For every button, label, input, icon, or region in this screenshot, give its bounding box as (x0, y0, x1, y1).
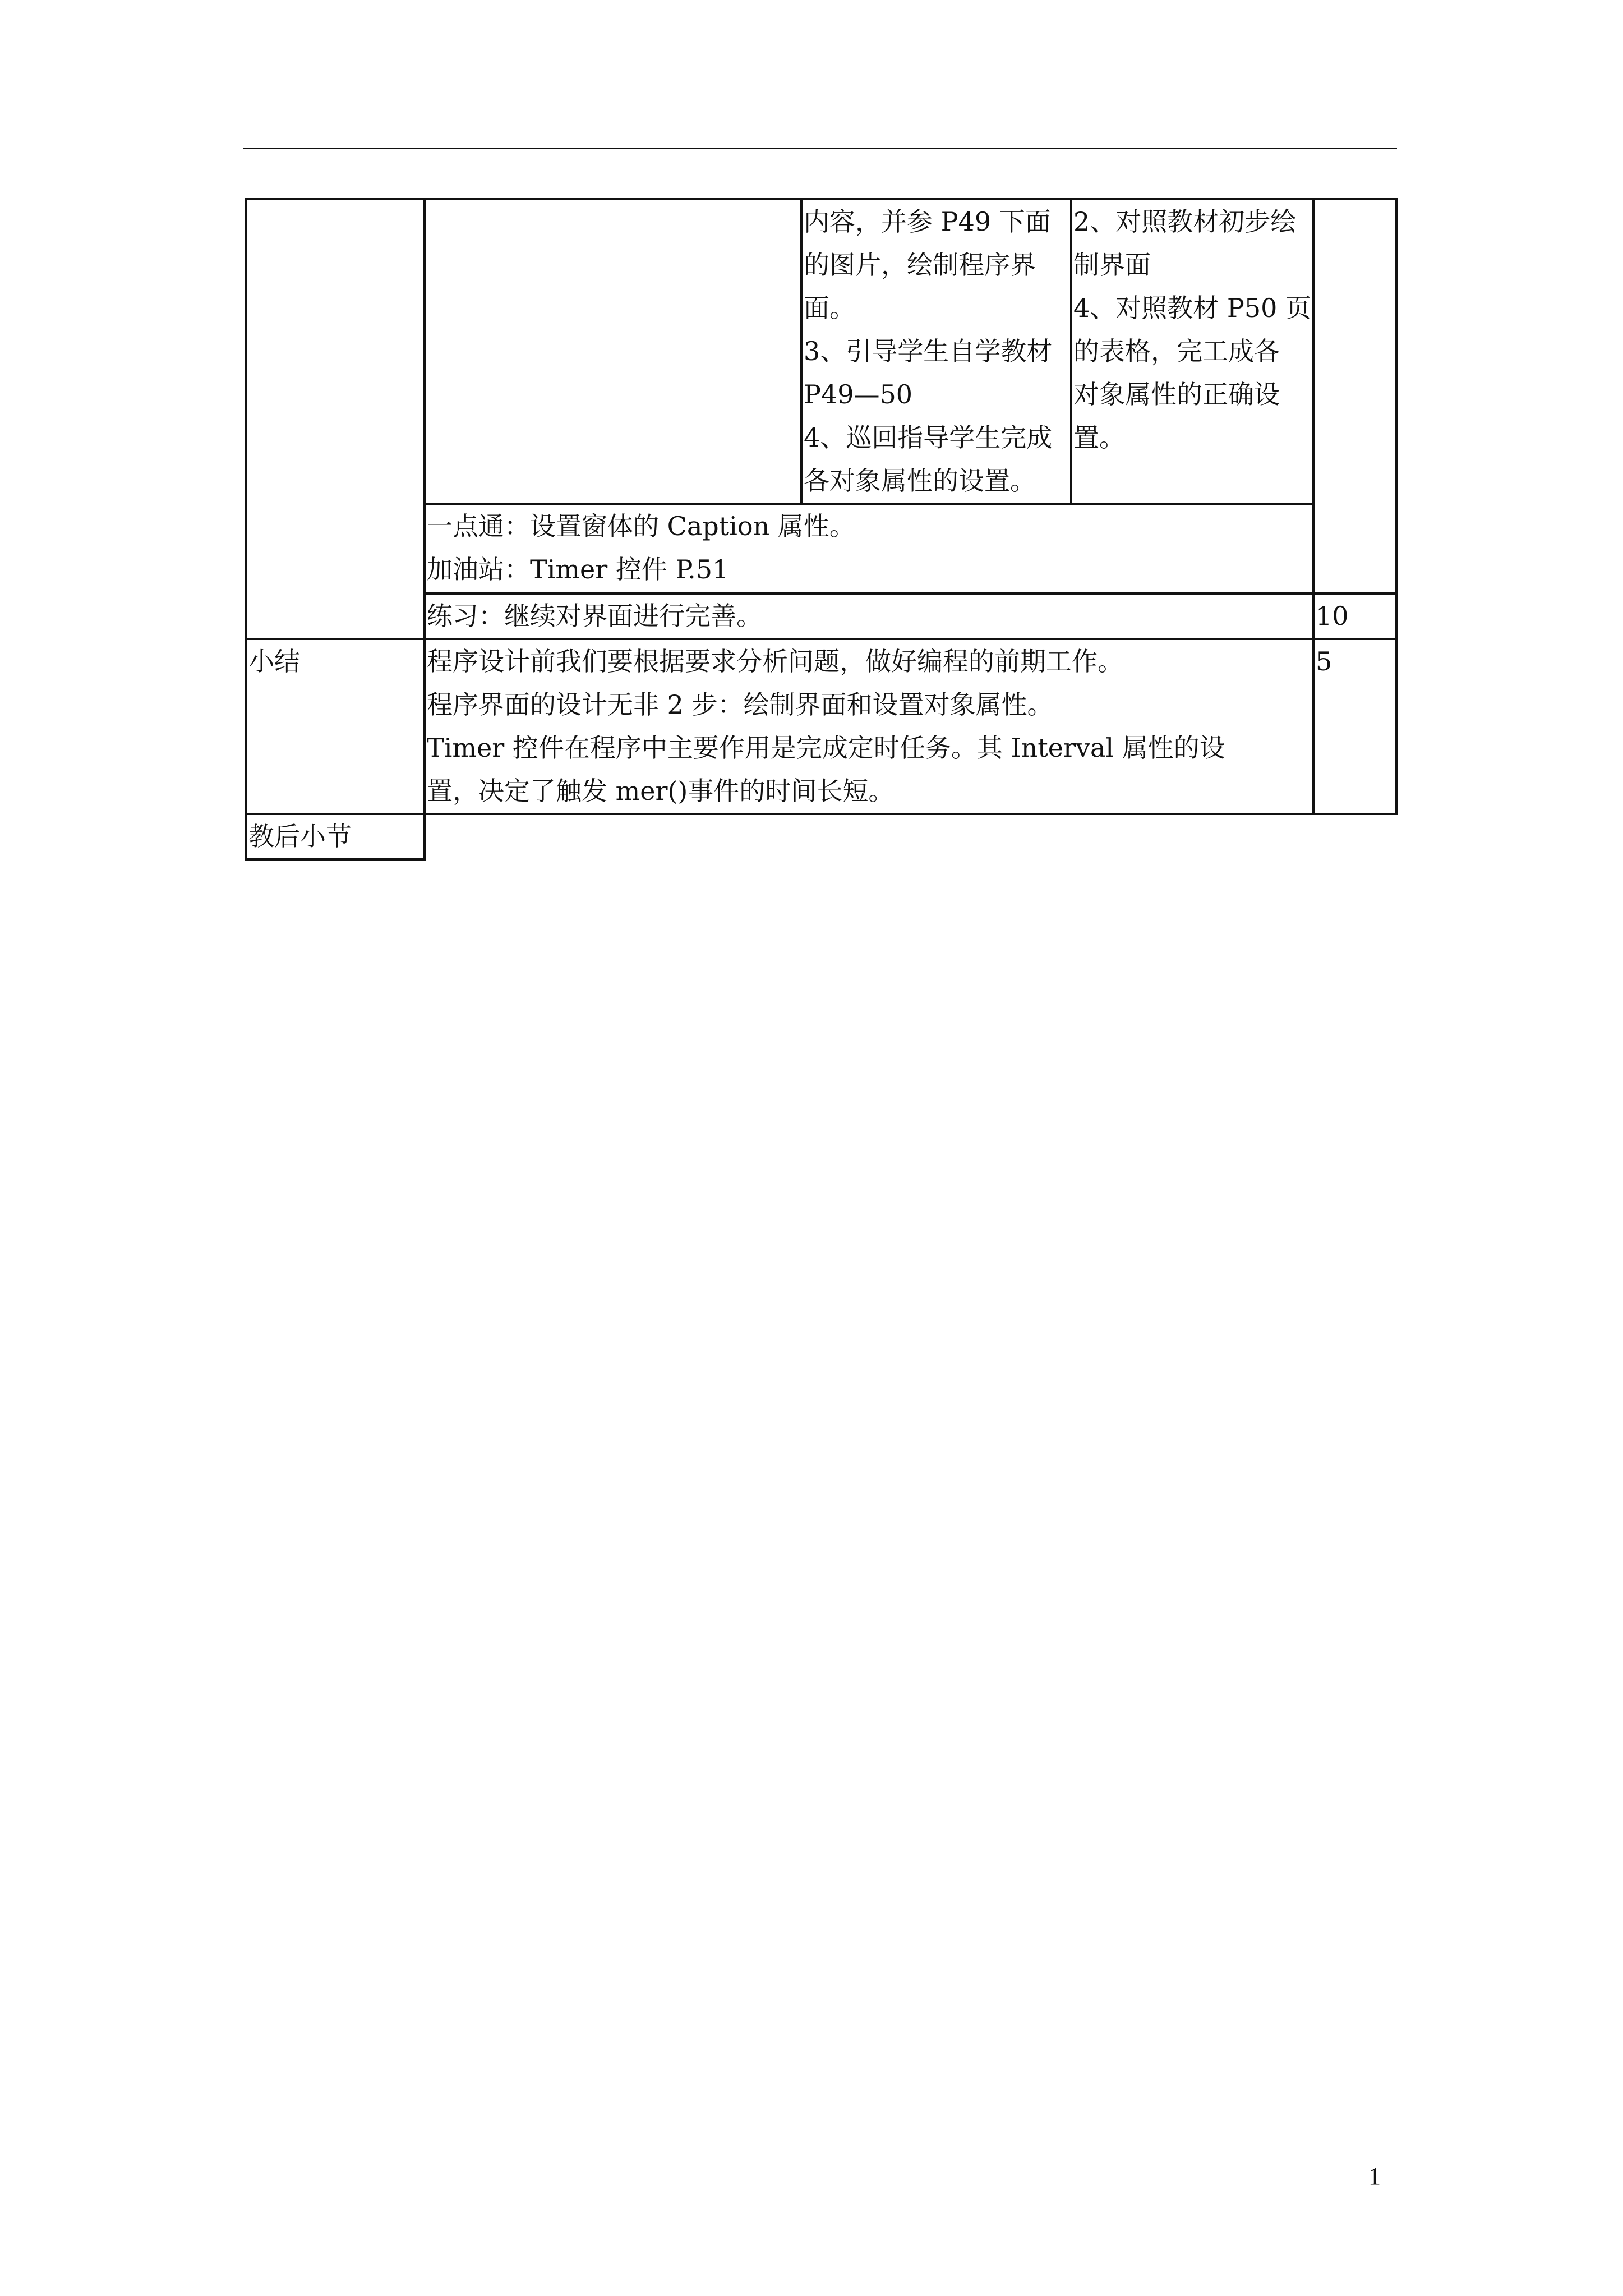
student-activity-line: 置。 (1073, 422, 1125, 453)
table-row (246, 639, 1396, 814)
tips-cell (425, 504, 1313, 593)
summary-label: 小结 (248, 646, 300, 677)
summary-line: 程序界面的设计无非 2 步：绘制界面和设置对象属性。 (427, 689, 1053, 720)
student-activity-cell (1071, 199, 1313, 504)
summary-line: 置，决定了触发 mer()事件的时间长短。 (427, 776, 895, 806)
student-activity-line: 对象属性的正确设 (1073, 379, 1280, 409)
summary-line: Timer 控件在程序中主要作用是完成定时任务。其 Interval 属性的设 (427, 733, 1225, 763)
content-cell (425, 199, 801, 504)
student-activity-line: 的表格，完工成各 (1073, 336, 1280, 366)
reflection-label-cell (246, 814, 425, 859)
teacher-activity-line: 4、巡回指导学生完成 (804, 422, 1053, 453)
stage-cell (246, 199, 425, 639)
practice-cell (425, 593, 1313, 639)
table-row (246, 199, 1396, 504)
summary-content-cell (425, 639, 1313, 814)
teacher-activity-line: 3、引导学生自学教材 (804, 336, 1053, 366)
header-rule (243, 148, 1397, 149)
student-activity-line: 2、对照教材初步绘 (1073, 206, 1297, 237)
page-number: 1 (1368, 2162, 1381, 2190)
student-activity-line: 4、对照教材 P50 页 (1073, 293, 1311, 323)
practice-text: 练习：继续对界面进行完善。 (427, 601, 762, 631)
teacher-activity-line: 面。 (804, 293, 855, 323)
summary-line: 程序设计前我们要根据要求分析问题，做好编程的前期工作。 (427, 646, 1123, 677)
teacher-activity-line: P49—50 (804, 379, 913, 409)
practice-minutes: 10 (1316, 601, 1349, 631)
student-activity-line: 制界面 (1073, 250, 1151, 280)
summary-label-cell (246, 639, 425, 814)
teacher-activity-line: 的图片，绘制程序界 (804, 250, 1036, 280)
teacher-activity-line: 内容，并参 P49 下面 (804, 206, 1051, 237)
reflection-label: 教后小节 (248, 821, 352, 852)
reflection-empty-space (425, 814, 1396, 859)
summary-minutes: 5 (1316, 646, 1332, 677)
summary-minutes-cell (1313, 639, 1396, 814)
lesson-plan-table (245, 198, 1398, 861)
table-row (246, 814, 1396, 859)
teacher-activity-cell (801, 199, 1071, 504)
teacher-activity-line: 各对象属性的设置。 (804, 466, 1036, 496)
practice-minutes-cell (1313, 593, 1396, 639)
time-cell (1313, 199, 1396, 593)
tips-line: 一点通：设置窗体的 Caption 属性。 (427, 511, 855, 541)
tips-line: 加油站：Timer 控件 P.51 (427, 554, 729, 585)
